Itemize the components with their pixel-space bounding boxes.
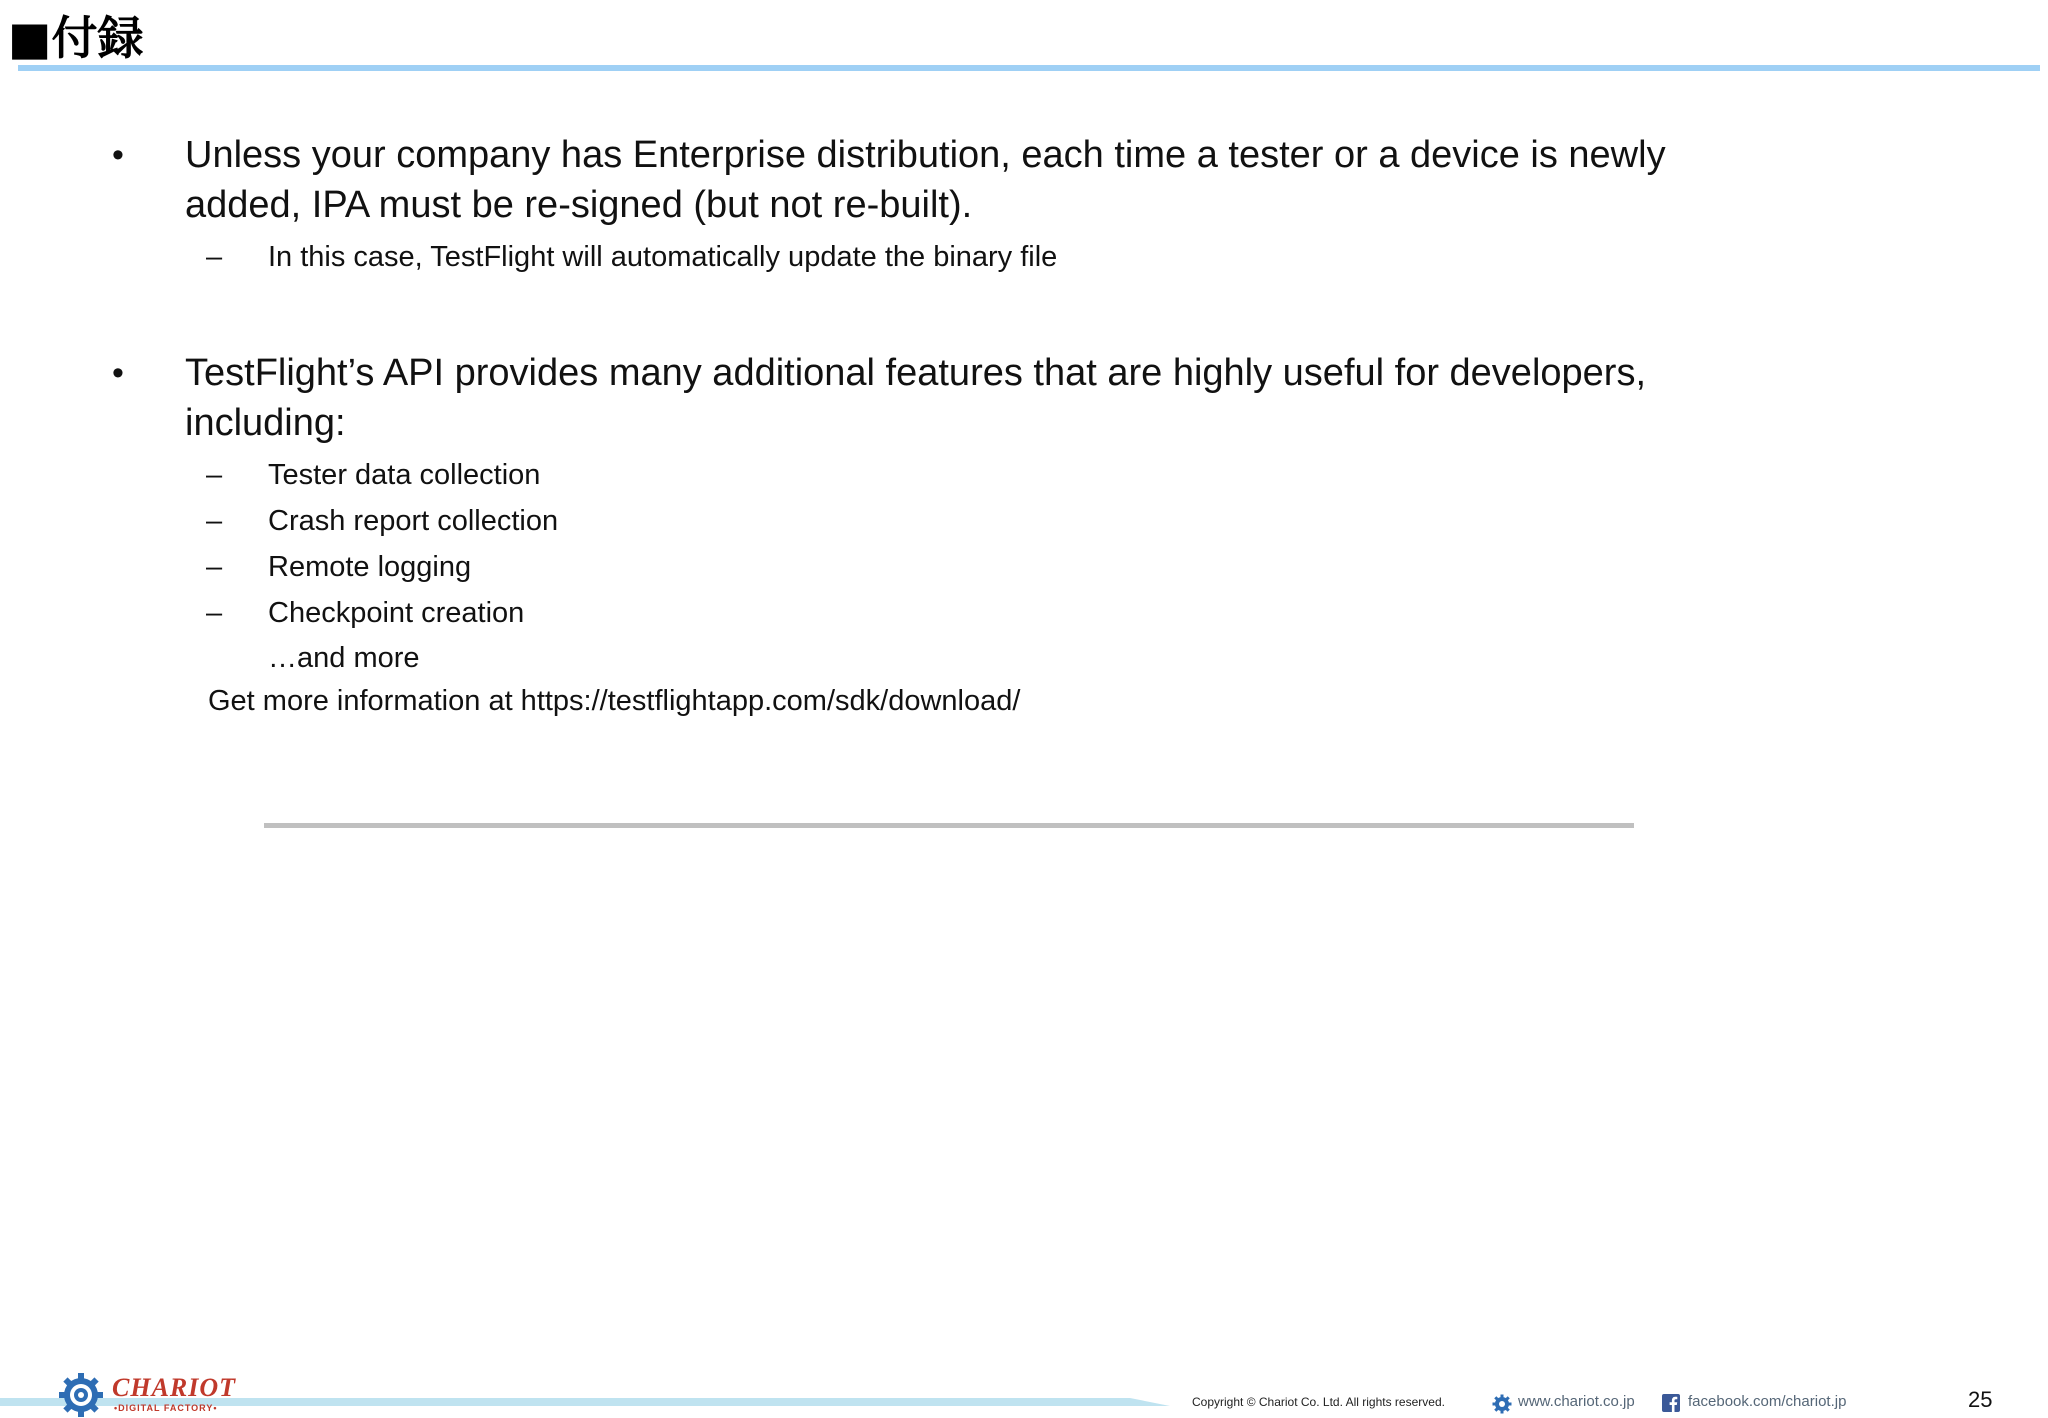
sub-text: Tester data collection — [268, 459, 541, 491]
sub-dash: – — [206, 241, 223, 273]
sub-text: …and more — [268, 642, 420, 674]
facebook-icon — [1662, 1394, 1680, 1412]
sub-dash: – — [206, 459, 223, 491]
separator-line — [264, 823, 1634, 828]
page-title: ■付録 — [8, 11, 144, 65]
bullet-symbol: • — [112, 136, 124, 174]
bullet-text: TestFlight’s API provides many additional features that are highly useful for developers, including: — [185, 352, 1646, 444]
sub-dash: – — [206, 551, 223, 583]
sub-text: Crash report collection — [268, 505, 559, 537]
sub-dash: – — [206, 597, 223, 629]
page-number: 25 — [1968, 1387, 1993, 1412]
chariot-gear-logo-icon — [58, 1372, 104, 1418]
sub-dash: – — [206, 505, 223, 537]
bullet-symbol: • — [112, 354, 124, 392]
sub-text: Checkpoint creation — [268, 597, 525, 629]
copyright-text: Copyright © Chariot Co. Ltd. All rights reserved. — [1192, 1395, 1445, 1409]
sub-text: In this case, TestFlight will automatically update the binary file — [268, 241, 1058, 273]
gear-icon — [1492, 1394, 1512, 1414]
sub-text: Remote logging — [268, 551, 472, 583]
logo-subtitle: •DIGITAL FACTORY• — [114, 1403, 218, 1413]
chariot-logo — [58, 1374, 258, 1418]
facebook-label: facebook.com/chariot.jp — [1688, 1393, 1847, 1410]
logo-wordmark: CHARIOT — [112, 1373, 237, 1402]
more-info-text: Get more information at https://testflightapp.com/sdk/download/ — [208, 685, 1021, 717]
website-label: www.chariot.co.jp — [1518, 1393, 1635, 1410]
title-underline — [18, 65, 2040, 71]
bullet-text: Unless your company has Enterprise distribution, each time a tester or a device is newly added, IPA must be re-signed (but not re-built). — [185, 134, 1666, 226]
